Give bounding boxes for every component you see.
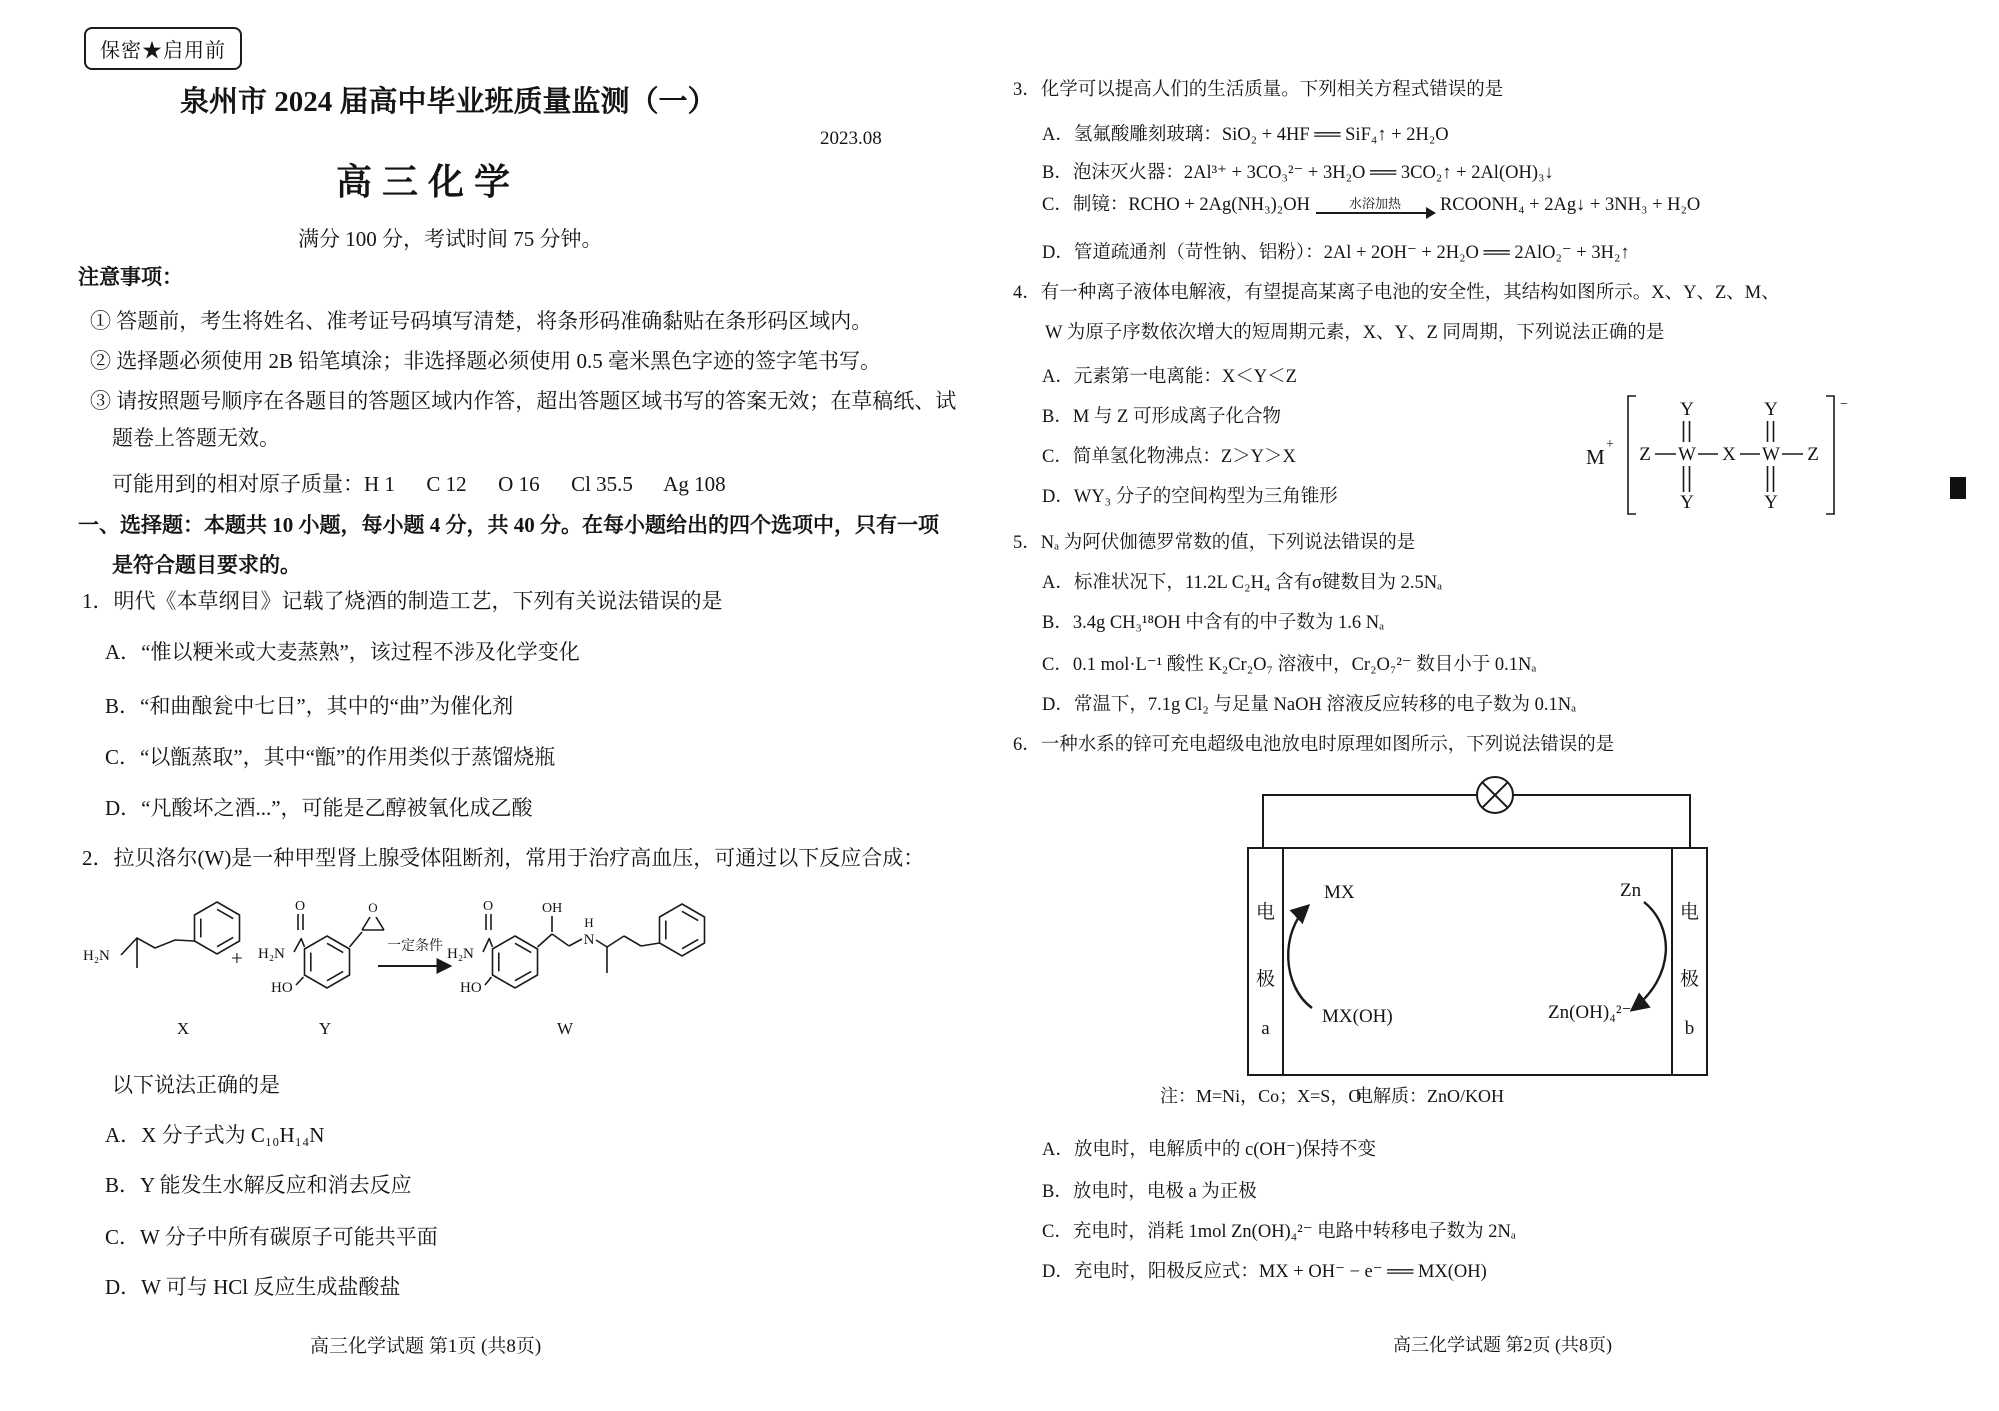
q2-follow-text: 以下说法正确的是 [112,1073,280,1097]
q1-option-c: C．“以甑蒸取”，其中“甑”的作用类似于蒸馏烧瓶 [105,745,556,769]
q6-option-b: B．放电时，电极 a 为正极 [1042,1182,1257,1202]
species-zn: Zn [1620,880,1642,901]
q4-option-d: D．WY₃ 分子的空间构型为三角锥形 [1042,487,1338,507]
svg-text:Y: Y [1680,492,1694,513]
question-6-text: 6．一种水系的锌可充电超级电池放电时原理如图所示，下列说法错误的是 [1013,735,1615,755]
question-5-text: 5．Nₐ 为阿伏伽德罗常数的值，下列说法错误的是 [1013,533,1416,553]
q3-option-d: D．管道疏通剂（苛性钠、铝粉）：2Al + 2OH⁻ + 2H₂O ══ 2AlO₂⁻ + 3H₂↑ [1042,243,1630,263]
q1-option-a: A．“惟以粳米或大麦蒸熟”，该过程不涉及化学变化 [105,640,580,664]
condition-arrow [378,938,450,966]
species-mxoh: MX(OH) [1322,1006,1393,1027]
electrode-b-label [1680,901,1699,1039]
section-1-title: 一、选择题：本题共 10 小题，每小题 4 分，共 40 分。在每小题给出的四个选项中，只有一项 [78,513,939,537]
q2-option-b: B．Y 能发生水解反应和消去反应 [105,1173,412,1197]
svg-text:Y: Y [1764,399,1778,420]
electrode-a-reaction-arrow [1288,906,1312,1008]
nitrogen-label: N [583,932,595,948]
electrode-a-bar [1248,848,1283,1075]
q5-option-c: C．0.1 mol·L⁻¹ 酸性 K₂Cr₂O₇ 溶液中，Cr₂O₇²⁻ 数目小于 0.1Nₐ [1042,655,1537,675]
question-1-text: 1．明代《本草纲目》记载了烧酒的制造工艺，下列有关说法错误的是 [82,589,723,613]
cation-charge: + [1606,437,1614,452]
q1-option-b: B．“和曲酿瓮中七日”，其中的“曲”为催化剂 [105,694,514,718]
q1-option-d: D．“凡酸坏之酒...”，可能是乙醇被氧化成乙酸 [105,796,533,820]
battery-note: 注：M=Ni，Co；X=S，O [1160,1086,1362,1106]
q6-option-a: A．放电时，电解质中的 c(OH⁻)保持不变 [1042,1140,1377,1160]
species-mx: MX [1324,882,1355,903]
q3-option-c-left: C．制镜：RCHO + 2Ag(NH₃)₂OH [1042,195,1310,215]
q3-option-b: B．泡沫灭火器：2Al³⁺ + 3CO₃²⁻ + 3H₂O ══ 3CO₂↑ + 2Al(OH)₃↓ [1042,163,1554,183]
question-2-text: 2．拉贝洛尔(W)是一种甲型肾上腺受体阻断剂，常用于治疗高血压，可通过以下反应合成： [82,846,925,870]
q2-option-d: D．W 可与 HCl 反应生成盐酸盐 [105,1275,401,1299]
svg-text:HO: HO [460,980,482,996]
svg-text:Z: Z [1639,444,1651,465]
confidential-badge: 保密★启用前 [84,27,242,70]
svg-text:a: a [1261,1018,1270,1039]
q3-option-c [1042,194,1700,217]
svg-text:O: O [295,899,306,914]
svg-text:H₂N: H₂N [258,946,285,962]
notice-item-3-wrap: 题卷上答题无效。 [112,426,280,450]
electrode-a-label [1256,901,1275,1039]
notice-item-3: ③ 请按照题号顺序在各题目的答题区域内作答，超出答题区域书写的答案无效；在草稿纸、试 [90,389,957,413]
electrode-b-reaction-arrow [1632,902,1666,1010]
electrolyte-note: 电解质：ZnO/KOH [1355,1086,1504,1106]
q5-option-b: B．3.4g CH₃¹⁸OH 中含有的中子数为 1.6 Nₐ [1042,613,1385,633]
q4-option-a: A．元素第一电离能：X＜Y＜Z [1042,367,1297,387]
q3-option-c-right: RCOONH₄ + 2Ag↓ + 3NH₃ + H₂O [1439,195,1701,215]
q6-option-c: C．充电时，消耗 1mol Zn(OH)₄²⁻ 电路中转移电子数为 2Nₐ [1042,1222,1516,1242]
exam-title: 泉州市 2024 届高中毕业班质量监测（一） [180,86,717,118]
q4-option-b: B．M 与 Z 可形成离子化合物 [1042,407,1281,427]
epoxide-oxygen: O [368,900,378,915]
reaction-condition-arrow [1316,197,1434,214]
electrode-b-bar [1672,848,1707,1075]
page-1-footer: 高三化学试题 第1页 (共8页) [310,1336,542,1357]
section-1-title-wrap: 是符合题目要求的。 [112,553,301,577]
svg-text:W: W [1678,444,1696,465]
molecule-x [83,902,240,968]
scan-artifact-square [1950,477,1966,499]
condition-label: 一定条件 [387,939,443,954]
molecule-y [258,899,384,996]
label-w: W [556,1019,574,1038]
exam-date: 2023.08 [820,128,882,149]
subject-title: 高三化学 [336,162,521,202]
page-2-footer: 高三化学试题 第2页 (共8页) [1393,1335,1612,1355]
amine-label: H₂N [83,948,110,964]
q5-option-d: D．常温下，7.1g Cl₂ 与足量 NaOH 溶液反应转移的电子数为 0.1Nₐ [1042,695,1577,715]
exam-subtitle: 满分 100 分，考试时间 75 分钟。 [298,227,603,251]
condition-label: 水浴加热 [1348,195,1401,211]
ionic-structure-figure [1578,368,1878,528]
cation-m: M [1586,445,1605,469]
question-4-text-line1: 4．有一种离子液体电解液，有望提高某离子电池的安全性，其结构如图所示。X、Y、Z、M、 [1013,283,1780,303]
svg-text:极: 极 [1255,969,1276,990]
nh-hydrogen-label: H [584,915,594,930]
svg-text:Y: Y [1764,492,1778,513]
reaction-scheme-figure [75,882,775,1047]
circuit-wires [1263,795,1690,848]
species-zincate: Zn(OH)₄²⁻ [1548,1002,1632,1023]
svg-text:b: b [1684,1018,1695,1039]
svg-text:Y: Y [1680,399,1694,420]
anion-skeleton [1639,399,1819,513]
svg-text:HO: HO [271,980,293,996]
battery-figure [1180,760,1760,1090]
svg-text:O: O [483,899,494,914]
svg-text:W: W [1762,444,1780,465]
svg-text:电: 电 [1255,902,1276,923]
plus-sign: + [231,946,243,970]
label-y: Y [318,1019,332,1038]
question-4-text-line2: W 为原子序数依次增大的短周期元素，X、Y、Z 同周期，下列说法正确的是 [1045,323,1665,343]
svg-text:X: X [1722,444,1736,465]
q2-option-a: A．X 分子式为 C₁₀H₁₄N [105,1123,325,1147]
notice-title: 注意事项： [78,265,183,289]
atomic-masses: 可能用到的相对原子质量：H 1 C 12 O 16 Cl 35.5 Ag 108 [112,472,726,496]
svg-text:极: 极 [1679,969,1700,990]
svg-text:OH: OH [542,901,563,916]
q5-option-a: A．标准状况下，11.2L C₂H₄ 含有σ键数目为 2.5Nₐ [1042,573,1443,593]
q2-option-c: C．W 分子中所有碳原子可能共平面 [105,1225,438,1249]
question-3-text: 3．化学可以提高人们的生活质量。下列相关方程式错误的是 [1013,80,1504,100]
svg-text:Z: Z [1807,444,1819,465]
molecule-w [447,899,705,996]
svg-text:H₂N: H₂N [447,946,474,962]
notice-item-2: ② 选择题必须使用 2B 铅笔填涂；非选择题必须使用 0.5 毫米黑色字迹的签字笔书写。 [90,349,882,373]
lamp-icon [1477,777,1513,813]
label-x: X [176,1019,190,1038]
q4-option-c: C．简单氢化物沸点：Z＞Y＞X [1042,447,1296,467]
notice-item-1: ① 答题前，考生将姓名、准考证号码填写清楚，将条形码准确黏贴在条形码区域内。 [90,309,873,333]
svg-text:电: 电 [1679,902,1700,923]
q6-option-d: D．充电时，阳极反应式：MX + OH⁻ − e⁻ ══ MX(OH) [1042,1262,1487,1282]
q3-option-a: A．氢氟酸雕刻玻璃：SiO₂ + 4HF ══ SiF₄↑ + 2H₂O [1042,125,1449,145]
anion-charge: − [1840,397,1848,412]
